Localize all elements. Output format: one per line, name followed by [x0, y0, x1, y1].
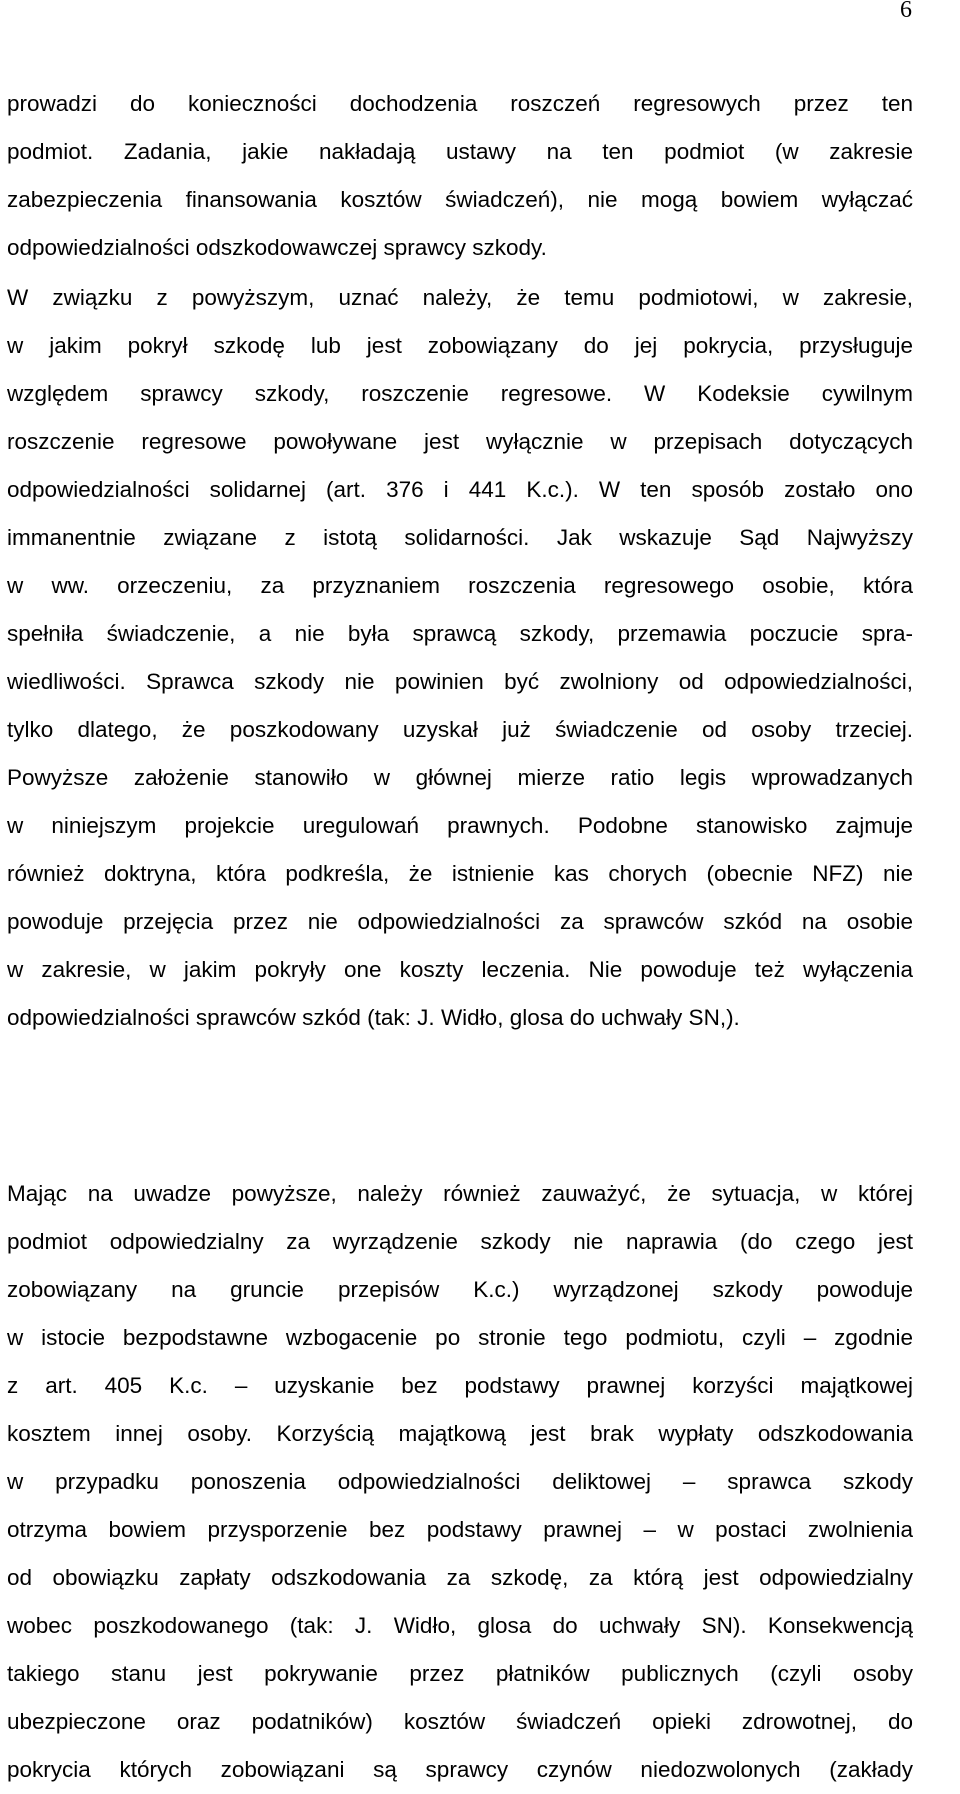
text-line: wobec poszkodowanego (tak: J. Widło, glosa do uchwały SN). Konsekwencją: [7, 1613, 913, 1638]
text-line: W związku z powyższym, uznać należy, że temu podmiotowi, w zakresie,: [7, 285, 913, 310]
text-line: Mając na uwadze powyższe, należy również zauważyć, że sytuacja, w której: [7, 1181, 913, 1206]
page-number: 6: [900, 0, 912, 23]
text-line: ubezpieczone oraz podatników) kosztów świadczeń opieki zdrowotnej, do: [7, 1709, 913, 1734]
text-line: roszczenie regresowe powoływane jest wyłącznie w przepisach dotyczących: [7, 429, 913, 454]
text-line: podmiot. Zadania, jakie nakładają ustawy na ten podmiot (w zakresie: [7, 139, 913, 164]
text-line: zabezpieczenia finansowania kosztów świadczeń), nie mogą bowiem wyłączać: [7, 187, 913, 212]
text-line: takiego stanu jest pokrywanie przez płatników publicznych (czyli osoby: [7, 1661, 913, 1686]
paragraph-1: [7, 80, 913, 272]
text-line: spełniła świadczenie, a nie była sprawcą szkody, przemawia poczucie spra-: [7, 621, 913, 646]
text-line: prowadzi do konieczności dochodzenia roszczeń regresowych przez ten: [7, 91, 913, 116]
text-line: otrzyma bowiem przysporzenie bez podstawy prawnej – w postaci zwolnienia: [7, 1517, 913, 1542]
text-line: w niniejszym projekcie uregulowań prawnych. Podobne stanowisko zajmuje: [7, 813, 913, 838]
text-line: w ww. orzeczeniu, za przyznaniem roszczenia regresowego osobie, która: [7, 573, 913, 598]
text-line: powoduje przejęcia przez nie odpowiedzialności za sprawców szkód na osobie: [7, 909, 913, 934]
text-line: w jakim pokrył szkodę lub jest zobowiązany do jej pokrycia, przysługuje: [7, 333, 913, 358]
text-line: Powyższe założenie stanowiło w głównej mierze ratio legis wprowadzanych: [7, 765, 913, 790]
text-line: w zakresie, w jakim pokryły one koszty leczenia. Nie powoduje też wyłączenia: [7, 957, 913, 982]
text-line: od obowiązku zapłaty odszkodowania za szkodę, za którą jest odpowiedzialny: [7, 1565, 913, 1590]
text-line: z art. 405 K.c. – uzyskanie bez podstawy prawnej korzyści majątkowej: [7, 1373, 913, 1398]
text-line: pokrycia których zobowiązani są sprawcy czynów niedozwolonych (zakłady: [7, 1757, 913, 1782]
paragraph-2: [7, 274, 913, 1042]
text-line: tylko dlatego, że poszkodowany uzyskał już świadczenie od osoby trzeciej.: [7, 717, 913, 742]
text-line: kosztem innej osoby. Korzyścią majątkową jest brak wypłaty odszkodowania: [7, 1421, 913, 1446]
paragraph-3: [7, 1170, 913, 1794]
text-line: względem sprawcy szkody, roszczenie regresowe. W Kodeksie cywilnym: [7, 381, 913, 406]
text-line: również doktryna, która podkreśla, że istnienie kas chorych (obecnie NFZ) nie: [7, 861, 913, 886]
text-line: w przypadku ponoszenia odpowiedzialności deliktowej – sprawca szkody: [7, 1469, 913, 1494]
text-line: odpowiedzialności odszkodowawczej sprawcy szkody.: [7, 235, 547, 260]
text-line: w istocie bezpodstawne wzbogacenie po stronie tego podmiotu, czyli – zgodnie: [7, 1325, 913, 1350]
text-line: podmiot odpowiedzialny za wyrządzenie szkody nie naprawia (do czego jest: [7, 1229, 913, 1254]
text-line: odpowiedzialności sprawców szkód (tak: J. Widło, glosa do uchwały SN,).: [7, 1005, 740, 1030]
text-line: odpowiedzialności solidarnej (art. 376 i 441 K.c.). W ten sposób zostało ono: [7, 477, 913, 502]
text-line: wiedliwości. Sprawca szkody nie powinien być zwolniony od odpowiedzialności,: [7, 669, 913, 694]
text-line: zobowiązany na gruncie przepisów K.c.) wyrządzonej szkody powoduje: [7, 1277, 913, 1302]
text-line: immanentnie związane z istotą solidarności. Jak wskazuje Sąd Najwyższy: [7, 525, 913, 550]
